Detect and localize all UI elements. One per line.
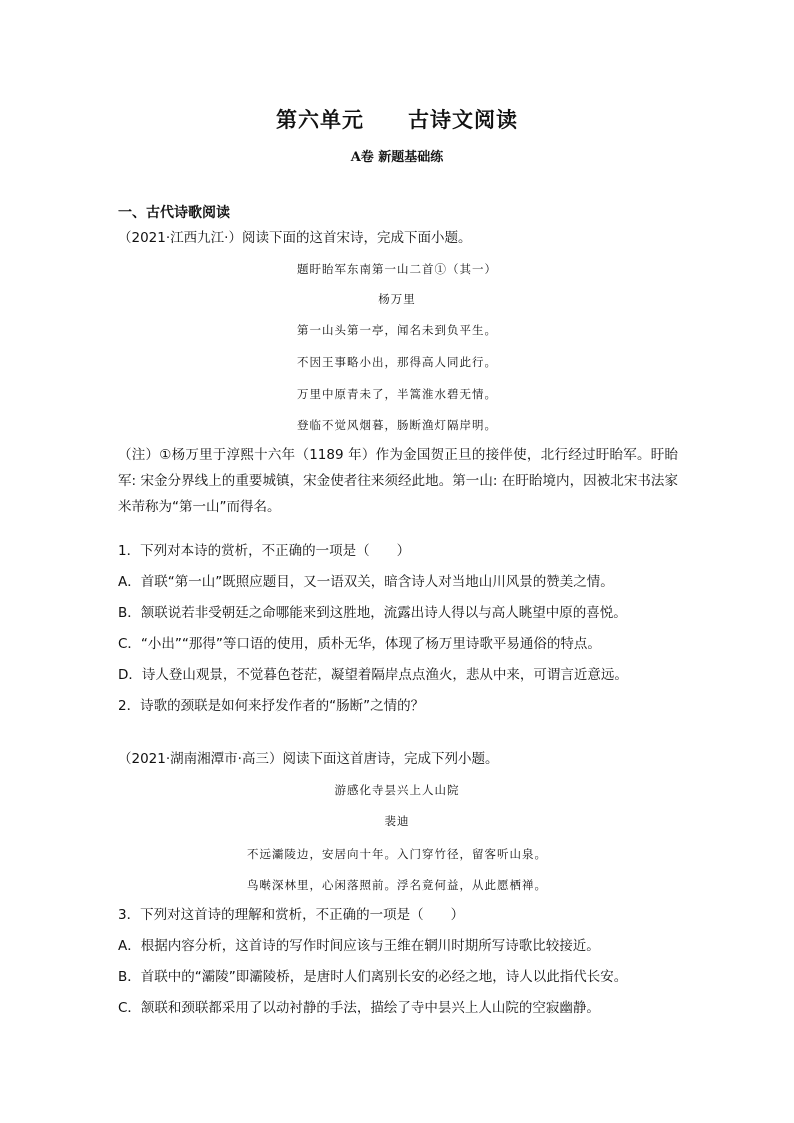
poem1-line: 不因王事略小出，那得高人同此行。 — [297, 355, 497, 369]
poem1-line: 万里中原青未了，半篙淮水碧无情。 — [297, 387, 497, 401]
poem1-note: （注）①杨万里于淳熙十六年（1189 年）作为金国贺正旦的接伴使，北行经过盱眙军。盱眙军: 宋金分界线上的重要城镇，宋金使者往来须经此地。第一山: 在盱眙境内，因被北宋书法家米芾称为“第一山”而得名。 — [118, 447, 678, 515]
poem2-intro: （2021·湖南湘潭市·高三）阅读下面这首唐诗，完成下列小题。 — [118, 751, 499, 767]
question-1: 1．下列对本诗的赏析，不正确的一项是（ ） — [118, 543, 411, 559]
section-heading: 一、古代诗歌阅读 — [118, 205, 230, 221]
question-2: 2．诗歌的颈联是如何来抒发作者的“肠断”之情的？ — [118, 698, 425, 714]
option-d: D．诗人登山观景，不觉暮色苍茫，凝望着隔岸点点渔火，悲从中来，可谓言近意远。 — [118, 667, 628, 683]
page-title: 第六单元 古诗文阅读 — [276, 108, 518, 132]
poem2-line: 鸟啭深林里，心闲落照前。浮名竟何益，从此愿栖禅。 — [247, 878, 547, 892]
question-3: 3．下列对这首诗的理解和赏析，不正确的一项是（ ） — [118, 907, 465, 923]
poem1-title: 题盱眙军东南第一山二首①（其一） — [297, 262, 497, 276]
page-subtitle: A卷 新题基础练 — [350, 150, 444, 165]
poem2-author: 裴迪 — [384, 814, 410, 828]
option-c: C．“小出”“那得”等口语的使用，质朴无华，体现了杨万里诗歌平易通俗的特点。 — [118, 636, 601, 652]
poem1-intro: （2021·江西九江·）阅读下面的这首宋诗，完成下面小题。 — [118, 230, 472, 246]
poem2-title: 游感化寺昙兴上人山院 — [334, 783, 460, 797]
poem1-line: 第一山头第一亭，闻名未到负平生。 — [297, 323, 497, 337]
poem2-line: 不远灞陵边，安居向十年。入门穿竹径，留客听山泉。 — [247, 847, 547, 861]
option-a: A．首联“第一山”既照应题目，又一语双关，暗含诗人对当地山川风景的赞美之情。 — [118, 574, 614, 590]
option-c: C．颔联和颈联都采用了以动衬静的手法，描绘了寺中昙兴上人山院的空寂幽静。 — [118, 1000, 600, 1016]
option-b: B．颔联说若非受朝廷之命哪能来到这胜地，流露出诗人得以与高人眺望中原的喜悦。 — [118, 605, 627, 621]
poem1-author: 杨万里 — [378, 292, 416, 306]
option-b: B．首联中的“灞陵”即灞陵桥，是唐时人们离别长安的必经之地，诗人以此指代长安。 — [118, 969, 628, 985]
option-a: A．根据内容分析，这首诗的写作时间应该与王维在辋川时期所写诗歌比较接近。 — [118, 938, 600, 954]
poem1-line: 登临不觉风烟暮，肠断渔灯隔岸明。 — [297, 418, 497, 432]
